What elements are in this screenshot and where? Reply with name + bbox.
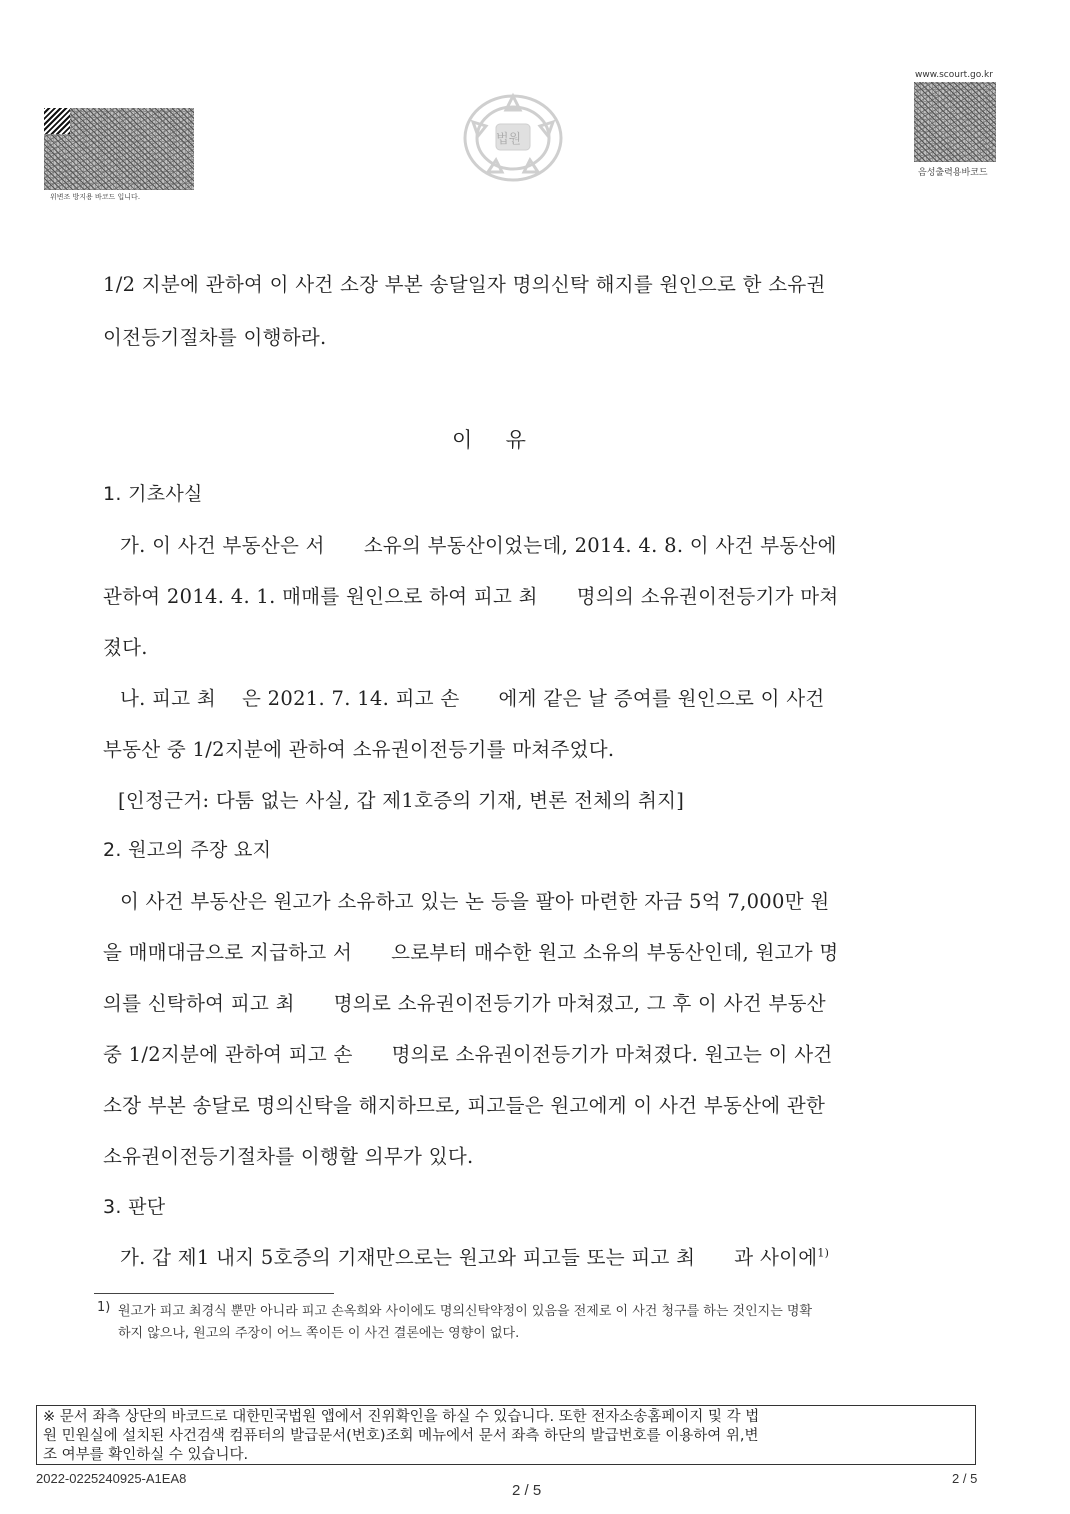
- body-line: 가. 이 사건 부동산은 서 소유의 부동산이었는데, 2014. 4. 8. 이 사건 부동산에: [120, 534, 837, 557]
- section-heading: 2. 원고의 주장 요지: [103, 839, 272, 861]
- body-line: 1/2 지분에 관하여 이 사건 소장 부본 송달일자 명의신탁 해지를 원인으로 한 소유권: [103, 273, 826, 296]
- verification-notice: [36, 1405, 976, 1465]
- body-line: 을 매매대금으로 지급하고 서 으로부터 매수한 원고 소유의 부동산인데, 원고가 명: [103, 941, 839, 964]
- body-line: 부동산 중 1/2지분에 관하여 소유권이전등기를 마쳐주었다.: [103, 738, 615, 761]
- notice-line: ※ 문서 좌측 상단의 바코드로 대한민국법원 앱에서 진위확인을 하실 수 있습니다. 또한 전자소송홈페이지 및 각 법: [43, 1409, 760, 1425]
- body-line: 나. 피고 최 은 2021. 7. 14. 피고 손 에게 같은 날 증여를 원인으로 이 사건: [120, 687, 825, 710]
- body-line: 이전등기절차를 이행하라.: [103, 326, 327, 349]
- body-line: 의를 신탁하여 피고 최 명의로 소유권이전등기가 마쳐졌고, 그 후 이 사건 부동산: [103, 992, 826, 1015]
- body-line: 중 1/2지분에 관하여 피고 손 명의로 소유권이전등기가 마쳐졌다. 원고는 이 사건: [103, 1043, 833, 1066]
- issue-number: 2022-0225240925-A1EA8: [36, 1471, 187, 1486]
- footnote-ref[interactable]: 1): [817, 1246, 830, 1260]
- body-line: 소장 부본 송달로 명의신탁을 해지하므로, 피고들은 원고에게 이 사건 부동산에 관한: [103, 1094, 826, 1117]
- footnote-divider: [94, 1293, 334, 1294]
- audio-output-barcode: [914, 82, 996, 162]
- evidence-basis: [인정근거: 다툼 없는 사실, 갑 제1호증의 기재, 변론 전체의 취지]: [118, 789, 685, 812]
- footnote-text: 원고가 피고 최경식 뿐만 아니라 피고 손옥희와 사이에도 명의신탁약정이 있음을 전제로 이 사건 청구를 하는 것인지는 명확: [118, 1304, 813, 1319]
- seal-text: 법원: [496, 132, 522, 147]
- body-line: [120, 1242, 829, 1270]
- page-number-right: 2 / 5: [952, 1471, 978, 1486]
- body-line: 졌다.: [103, 636, 148, 659]
- left-barcode-caption: 위변조 방지용 바코드 입니다.: [50, 193, 141, 201]
- body-line-text: 가. 갑 제1 내지 5호증의 기재만으로는 원고와 피고들 또는 피고 최 과 사이에: [120, 1246, 818, 1269]
- notice-line: 원 민원실에 설치된 사건검색 컴퓨터의 발급문서(번호)조회 메뉴에서 문서 좌측 하단의 발급번호를 이용하여 위,변: [43, 1428, 759, 1444]
- page-number-center: 2 / 5: [512, 1482, 542, 1499]
- court-url: www.scourt.go.kr: [915, 70, 993, 80]
- body-line: 이 사건 부동산은 원고가 소유하고 있는 논 등을 팔아 마련한 자금 5억 7,000만 원: [120, 890, 830, 913]
- body-line: 소유권이전등기절차를 이행할 의무가 있다.: [103, 1145, 474, 1168]
- barcode-corner-mark: [44, 108, 70, 134]
- footnote-text: 하지 않으나, 원고의 주장이 어느 쪽이든 이 사건 결론에는 영향이 없다.: [118, 1326, 520, 1341]
- notice-line: 조 여부를 확인하실 수 있습니다.: [43, 1447, 249, 1463]
- section-heading: 1. 기초사실: [103, 483, 203, 505]
- section-heading: 3. 판단: [103, 1196, 166, 1218]
- right-barcode-caption: 음성출력용바코드: [918, 168, 988, 178]
- section-title: 이 유: [452, 428, 526, 452]
- body-line: 관하여 2014. 4. 1. 매매를 원인으로 하여 피고 최 명의의 소유권이전등기가 마쳐: [103, 585, 839, 608]
- footnote-number: 1): [97, 1300, 111, 1315]
